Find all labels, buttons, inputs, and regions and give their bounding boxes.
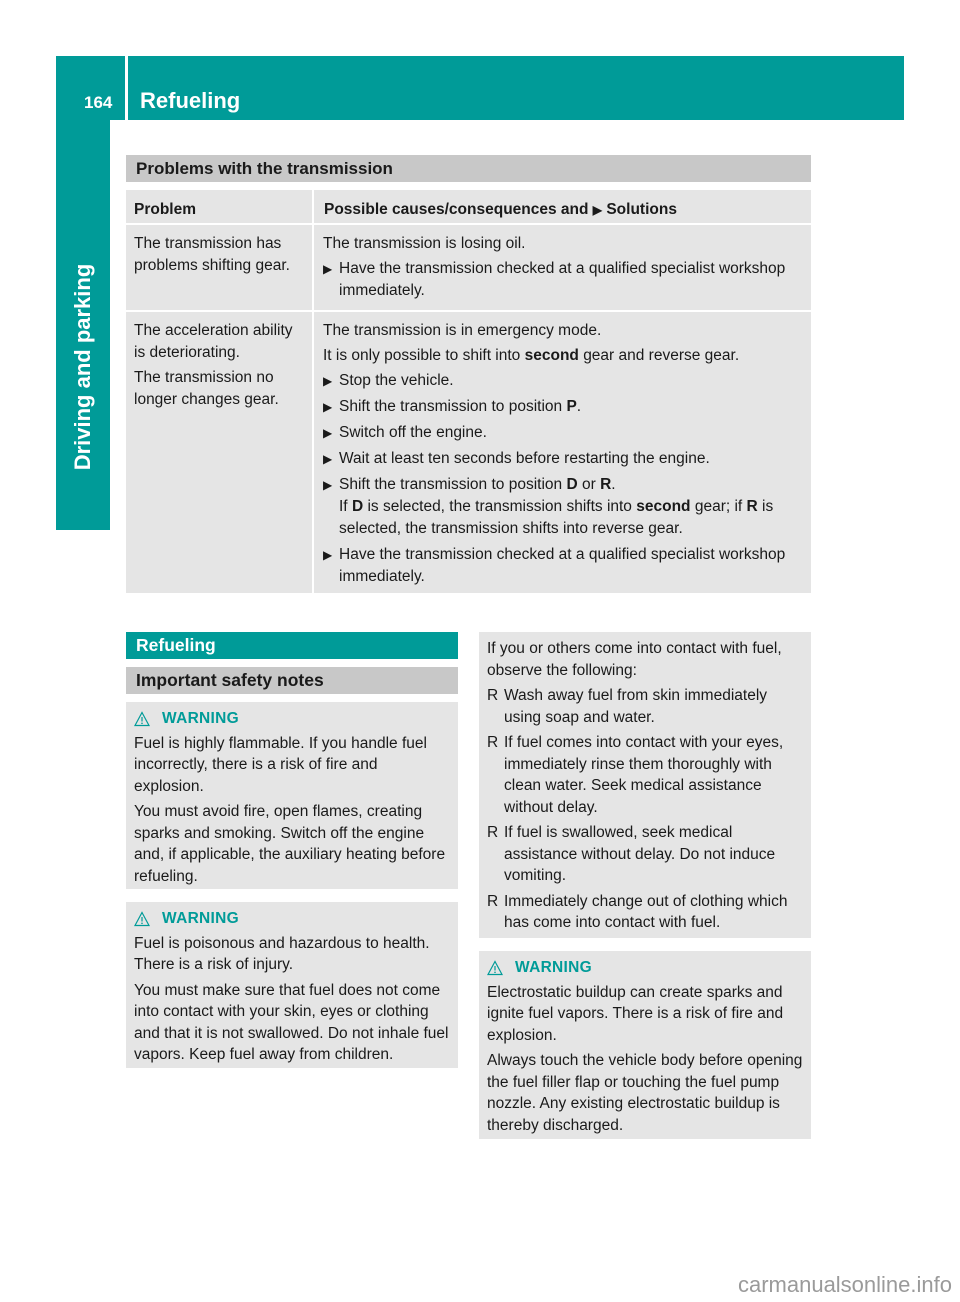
bullet-mark: R xyxy=(487,824,499,841)
warning-triangle-icon xyxy=(487,960,503,976)
row1-problem-cell xyxy=(126,225,312,310)
header-title: Refueling xyxy=(140,88,241,113)
warning3-p1: Electrostatic buildup can create sparks and ignite fuel vapors. There is a risk of fire and explosion. xyxy=(487,983,784,1044)
row2-step5-mid: is selected, the transmission shifts into xyxy=(367,498,632,515)
warning-box-poison xyxy=(126,902,458,1068)
warning-label: WARNING xyxy=(162,710,240,727)
step-arrow-icon: ▶ xyxy=(323,478,333,492)
row1-step1: Have the transmission checked at a qualified specialist workshop immediately. xyxy=(339,260,786,299)
warning-box-electrostatic xyxy=(479,951,811,1139)
warning-triangle-icon xyxy=(134,911,150,927)
col-header-problem xyxy=(126,190,312,223)
list-item xyxy=(487,685,803,728)
row2-step5-pre: Shift the transmission to position xyxy=(339,476,563,493)
row2-cause-1: The transmission is in emergency mode. xyxy=(323,322,602,339)
refueling-heading: Refueling xyxy=(126,632,458,659)
fuel-contact-box xyxy=(479,632,811,938)
warning-label: WARNING xyxy=(162,910,240,927)
row2-step xyxy=(323,396,805,418)
row1-cause: The transmission is losing oil. xyxy=(323,235,526,252)
row2-step5-post: . xyxy=(611,476,616,493)
row2-cause-2-bold: second xyxy=(524,347,579,364)
row1-step xyxy=(323,258,803,302)
row2-step2 xyxy=(339,396,805,418)
row2-step5-second: second xyxy=(636,498,691,515)
row2-problem-2: The transmission no longer changes gear. xyxy=(134,369,279,408)
row2-step4: Wait at least ten seconds before restarting the engine. xyxy=(339,450,710,467)
row2-cause-2-post: gear and reverse gear. xyxy=(583,347,740,364)
warning-triangle-icon xyxy=(134,711,150,727)
row2-step xyxy=(323,448,805,470)
fuel-contact-intro: If you or others come into contact with fuel, observe the following: xyxy=(487,640,782,679)
warning-header xyxy=(134,708,450,730)
step-arrow-icon: ▶ xyxy=(323,426,333,440)
step-arrow-icon: ▶ xyxy=(323,374,333,388)
col-header-solutions xyxy=(314,190,811,223)
row2-step2-pre: Shift the transmission to position xyxy=(339,398,563,415)
list-item xyxy=(487,732,803,818)
step-arrow-icon: ▶ xyxy=(323,548,333,562)
warning1-p2: You must avoid fire, open flames, creating sparks and smoking. Switch off the engine and, if applicable, the auxiliary heating before refueling. xyxy=(134,803,446,885)
row2-step5-gearif: gear; if xyxy=(694,498,743,515)
watermark: carmanualsonline.info xyxy=(737,1272,952,1297)
row2-solution-cell xyxy=(314,312,811,593)
row1-problem: The transmission has problems shifting gear. xyxy=(134,235,290,274)
warning2-p1: Fuel is poisonous and hazardous to health. There is a risk of injury. xyxy=(134,934,430,973)
row2-step xyxy=(323,422,805,444)
bullet-mark: R xyxy=(487,892,499,910)
row2-step5 xyxy=(339,474,805,540)
row2-step3: Switch off the engine. xyxy=(339,424,487,441)
row2-step5-if: If xyxy=(339,498,348,515)
row2-step5-b2: R xyxy=(600,476,612,493)
row2-step2-bold: P xyxy=(566,398,577,415)
row2-step2-post: . xyxy=(576,398,582,415)
row2-step xyxy=(323,544,805,588)
row2-step1: Stop the vehicle. xyxy=(339,372,454,389)
bullet-mark: R xyxy=(487,687,499,704)
list-item xyxy=(487,891,803,934)
warning-header xyxy=(487,957,803,979)
step-arrow-icon: ▶ xyxy=(323,400,333,414)
warning-label: WARNING xyxy=(515,959,593,976)
row2-cause-2-pre: It is only possible to shift into xyxy=(323,347,521,364)
row2-problem-cell xyxy=(126,312,312,593)
row2-step xyxy=(323,474,805,540)
list-item xyxy=(487,822,803,887)
warning2-p2: You must make sure that fuel does not come into contact with your skin, eyes or clothing and that it is not swallowed. Do not inhale fuel vapors. Keep fuel away from children. xyxy=(134,981,449,1063)
list-item-text: Immediately change out of clothing which has come into contact with fuel. xyxy=(504,892,788,931)
row2-cause-2 xyxy=(323,345,805,367)
row2-step6: Have the transmission checked at a qualified specialist workshop immediately. xyxy=(339,546,786,585)
list-item-text: If fuel is swallowed, seek medical assistance without delay. Do not induce vomiting. xyxy=(504,824,776,884)
safety-notes-heading: Important safety notes xyxy=(126,667,458,694)
transmission-title: Problems with the transmission xyxy=(136,159,393,178)
side-tab-label: Driving and parking xyxy=(70,263,95,471)
list-item-text: Wash away fuel from skin immediately using soap and water. xyxy=(504,687,768,726)
row2-step5-r: R xyxy=(746,498,758,515)
row2-step5-d: D xyxy=(351,498,364,515)
header-divider xyxy=(125,56,128,120)
step-arrow-icon: ▶ xyxy=(323,262,333,276)
col-header-solutions-prefix: Possible causes/consequences and xyxy=(324,201,589,218)
page-number: 164 xyxy=(84,93,113,112)
row2-step5-or: or xyxy=(581,476,596,493)
warning1-p1: Fuel is highly flammable. If you handle fuel incorrectly, there is a risk of fire and explosion. xyxy=(134,734,427,795)
step-arrow-icon: ▶ xyxy=(323,452,333,466)
bullet-mark: R xyxy=(487,734,499,751)
warning3-p2: Always touch the vehicle body before opening the fuel filler flap or touching the fuel pump nozzle. Any existing electrostatic buildup is thereby discharged. xyxy=(487,1052,803,1134)
play-arrow-icon: ▶ xyxy=(592,203,603,217)
row2-step5-b1: D xyxy=(566,476,578,493)
warning-box-fire xyxy=(126,702,458,889)
row2-step xyxy=(323,370,805,392)
row1-solution-cell xyxy=(314,225,811,310)
warning-header xyxy=(134,908,450,930)
list-item-text: If fuel comes into contact with your eyes, immediately rinse them thoroughly with clean water. Seek medical assistance without delay. xyxy=(504,734,784,816)
col-header-problem-text: Problem xyxy=(134,201,197,218)
row2-step5-tail: is selected, the transmission shifts into reverse gear. xyxy=(339,498,774,537)
row2-problem-1: The acceleration ability is deteriorating. xyxy=(134,322,293,361)
col-header-solutions-suffix: Solutions xyxy=(606,201,677,218)
